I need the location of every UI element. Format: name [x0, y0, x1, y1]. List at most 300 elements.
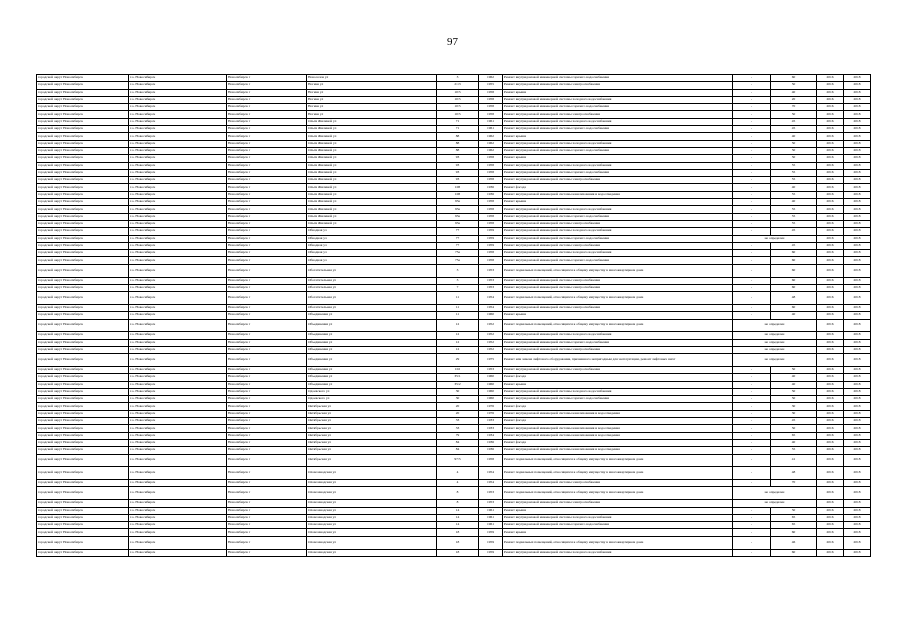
- municipality-cell: городской округ Новосибирск: [37, 228, 129, 235]
- plan-start-cell: 2016: [817, 126, 844, 133]
- house-number-cell: 11: [437, 304, 479, 311]
- plan-end-cell: 2018: [844, 507, 871, 514]
- lifetime-cell: 50: [771, 155, 817, 162]
- locality-cell: Новосибирск г: [227, 206, 307, 213]
- settlement-cell: г.о. Новосибирск: [129, 447, 227, 454]
- settlement-cell: г.о. Новосибирск: [129, 104, 227, 111]
- plan-end-cell: 2018: [844, 410, 871, 417]
- wear-percent-cell: -: [733, 529, 771, 536]
- plan-end-cell: 2018: [844, 332, 871, 339]
- lifetime-cell: 70: [771, 104, 817, 111]
- plan-end-cell: 2018: [844, 500, 871, 507]
- plan-end-cell: 2018: [844, 467, 871, 480]
- table-row: [37, 126, 871, 133]
- table-row: [37, 257, 871, 264]
- street-cell: Обогатительная ул: [307, 284, 437, 291]
- settlement-cell: г.о. Новосибирск: [129, 410, 227, 417]
- lifetime-cell: 55: [771, 213, 817, 220]
- table-row: [37, 284, 871, 291]
- plan-start-cell: 2016: [817, 235, 844, 242]
- table-row: [37, 522, 871, 529]
- year-built-cell: 1958: [479, 155, 503, 162]
- street-cell: Оловозаводская ул: [307, 500, 437, 507]
- locality-cell: Новосибирск г: [227, 418, 307, 425]
- municipality-cell: городской округ Новосибирск: [37, 549, 129, 556]
- lifetime-cell: 60: [771, 529, 817, 536]
- street-cell: Октябрьская ул: [307, 403, 437, 410]
- wear-percent-cell: -: [733, 250, 771, 257]
- plan-end-cell: 2018: [844, 388, 871, 395]
- locality-cell: Новосибирск г: [227, 366, 307, 373]
- wear-percent-cell: -: [733, 304, 771, 311]
- plan-start-cell: 2016: [817, 432, 844, 439]
- locality-cell: Новосибирск г: [227, 388, 307, 395]
- table-row: [37, 312, 871, 319]
- plan-start-cell: 2016: [817, 199, 844, 206]
- street-cell: Объединения ул: [307, 374, 437, 381]
- municipality-cell: городской округ Новосибирск: [37, 235, 129, 242]
- plan-end-cell: 2018: [844, 162, 871, 169]
- street-cell: Обогатительная ул: [307, 304, 437, 311]
- work-type-cell: Ремонт внутридомовой инженерной системы горячего водоснабжения: [503, 104, 733, 111]
- work-type-cell: Ремонт внутридомовой инженерной системы холодного водоснабжения: [503, 250, 733, 257]
- house-number-cell: 93а: [437, 220, 479, 227]
- work-type-cell: Ремонт или замена лифтового оборудования, признанного непригодным для эксплуатации, ремонт лифтовых шахт: [503, 354, 733, 367]
- street-cell: Оловозаводская ул: [307, 467, 437, 480]
- house-number-cell: 12: [437, 319, 479, 332]
- plan-start-cell: 2016: [817, 242, 844, 249]
- lifetime-cell: 55: [771, 177, 817, 184]
- house-number-cell: 75а: [437, 250, 479, 257]
- plan-start-cell: 2016: [817, 184, 844, 191]
- work-type-cell: Ремонт крыши: [503, 199, 733, 206]
- plan-end-cell: 2018: [844, 133, 871, 140]
- municipality-cell: городской округ Новосибирск: [37, 118, 129, 125]
- work-type-cell: Ремонт внутридомовой инженерной системы холодного водоснабжения: [503, 96, 733, 103]
- lifetime-cell: 45: [771, 126, 817, 133]
- table-row: [37, 277, 871, 284]
- municipality-cell: городской округ Новосибирск: [37, 425, 129, 432]
- street-cell: Оловозаводская ул: [307, 549, 437, 556]
- lifetime-cell: 40: [771, 381, 817, 388]
- locality-cell: Новосибирск г: [227, 228, 307, 235]
- year-built-cell: 1936: [479, 191, 503, 198]
- municipality-cell: городской округ Новосибирск: [37, 480, 129, 487]
- year-built-cell: 1958: [479, 199, 503, 206]
- municipality-cell: городской округ Новосибирск: [37, 514, 129, 521]
- house-number-cell: 84: [437, 439, 479, 446]
- plan-start-cell: 2016: [817, 162, 844, 169]
- plan-start-cell: 2016: [817, 480, 844, 487]
- plan-start-cell: 2016: [817, 82, 844, 89]
- plan-end-cell: 2018: [844, 96, 871, 103]
- plan-start-cell: 2016: [817, 418, 844, 425]
- work-type-cell: Ремонт внутридомовой инженерной системы канализования и водоотведения: [503, 410, 733, 417]
- year-built-cell: 1958: [479, 454, 503, 467]
- year-built-cell: 1933: [479, 418, 503, 425]
- locality-cell: Новосибирск г: [227, 354, 307, 367]
- plan-start-cell: 2016: [817, 410, 844, 417]
- plan-start-cell: 2016: [817, 250, 844, 257]
- settlement-cell: г.о. Новосибирск: [129, 480, 227, 487]
- house-number-cell: 33: [437, 418, 479, 425]
- table-row: [37, 319, 871, 332]
- locality-cell: Новосибирск г: [227, 147, 307, 154]
- street-cell: Ольги Жилиной ул: [307, 155, 437, 162]
- year-built-cell: 1952: [479, 332, 503, 339]
- municipality-cell: городской округ Новосибирск: [37, 487, 129, 500]
- settlement-cell: г.о. Новосибирск: [129, 418, 227, 425]
- wear-percent-cell: -: [733, 312, 771, 319]
- settlement-cell: г.о. Новосибирск: [129, 140, 227, 147]
- table-row: [37, 396, 871, 403]
- plan-end-cell: 2018: [844, 536, 871, 549]
- wear-percent-cell: -: [733, 410, 771, 417]
- wear-percent-cell: -: [733, 480, 771, 487]
- locality-cell: Новосибирск г: [227, 487, 307, 500]
- house-number-cell: 11: [437, 292, 479, 305]
- settlement-cell: г.о. Новосибирск: [129, 403, 227, 410]
- municipality-cell: городской округ Новосибирск: [37, 191, 129, 198]
- lifetime-cell: 40: [771, 199, 817, 206]
- plan-start-cell: 2016: [817, 332, 844, 339]
- wear-percent-cell: -: [733, 447, 771, 454]
- plan-start-cell: 2016: [817, 346, 844, 353]
- municipality-cell: городской округ Новосибирск: [37, 304, 129, 311]
- street-cell: Ольги Жилиной ул: [307, 206, 437, 213]
- plan-start-cell: 2016: [817, 177, 844, 184]
- year-built-cell: 1958: [479, 169, 503, 176]
- plan-start-cell: 2016: [817, 487, 844, 500]
- municipality-cell: городской округ Новосибирск: [37, 213, 129, 220]
- settlement-cell: г.о. Новосибирск: [129, 213, 227, 220]
- plan-start-cell: 2016: [817, 257, 844, 264]
- plan-end-cell: 2018: [844, 118, 871, 125]
- work-type-cell: Ремонт внутридомовой инженерной системы электроснабжения: [503, 242, 733, 249]
- settlement-cell: г.о. Новосибирск: [129, 191, 227, 198]
- house-number-cell: 20: [437, 410, 479, 417]
- plan-start-cell: 2016: [817, 118, 844, 125]
- street-cell: Ольги Жилиной ул: [307, 184, 437, 191]
- plan-end-cell: 2018: [844, 220, 871, 227]
- plan-start-cell: 2016: [817, 312, 844, 319]
- lifetime-cell: 46: [771, 536, 817, 549]
- municipality-cell: городской округ Новосибирск: [37, 381, 129, 388]
- year-built-cell: 1953: [479, 366, 503, 373]
- settlement-cell: г.о. Новосибирск: [129, 147, 227, 154]
- settlement-cell: г.о. Новосибирск: [129, 500, 227, 507]
- house-number-cell: 77: [437, 228, 479, 235]
- settlement-cell: г.о. Новосибирск: [129, 454, 227, 467]
- municipality-cell: городской округ Новосибирск: [37, 184, 129, 191]
- plan-start-cell: 2016: [817, 169, 844, 176]
- plan-end-cell: 2018: [844, 140, 871, 147]
- work-type-cell: Ремонт внутридомовой инженерной системы электроснабжения: [503, 304, 733, 311]
- street-cell: Октябрьская ул: [307, 432, 437, 439]
- table-row: [37, 374, 871, 381]
- settlement-cell: г.о. Новосибирск: [129, 162, 227, 169]
- lifetime-cell: 50: [771, 111, 817, 118]
- register-table: [36, 74, 871, 557]
- year-built-cell: 1958: [479, 111, 503, 118]
- table-row: [37, 346, 871, 353]
- municipality-cell: городской округ Новосибирск: [37, 522, 129, 529]
- street-cell: Ногина ул: [307, 104, 437, 111]
- year-built-cell: 1953: [479, 264, 503, 277]
- house-number-cell: 18: [437, 536, 479, 549]
- settlement-cell: г.о. Новосибирск: [129, 467, 227, 480]
- settlement-cell: г.о. Новосибирск: [129, 374, 227, 381]
- settlement-cell: г.о. Новосибирск: [129, 536, 227, 549]
- plan-end-cell: 2018: [844, 89, 871, 96]
- municipality-cell: городской округ Новосибирск: [37, 250, 129, 257]
- table-row: [37, 242, 871, 249]
- work-type-cell: Ремонт внутридомовой инженерной системы электроснабжения: [503, 111, 733, 118]
- wear-percent-cell: -: [733, 242, 771, 249]
- settlement-cell: г.о. Новосибирск: [129, 111, 227, 118]
- street-cell: Обводная ул: [307, 228, 437, 235]
- locality-cell: Новосибирск г: [227, 184, 307, 191]
- plan-end-cell: 2018: [844, 250, 871, 257]
- street-cell: Одоевского ул: [307, 388, 437, 395]
- table-row: [37, 96, 871, 103]
- settlement-cell: г.о. Новосибирск: [129, 304, 227, 311]
- plan-end-cell: 2018: [844, 374, 871, 381]
- year-built-cell: 1954: [479, 480, 503, 487]
- lifetime-cell: 50: [771, 425, 817, 432]
- locality-cell: Новосибирск г: [227, 111, 307, 118]
- municipality-cell: городской округ Новосибирск: [37, 529, 129, 536]
- settlement-cell: г.о. Новосибирск: [129, 155, 227, 162]
- locality-cell: Новосибирск г: [227, 304, 307, 311]
- street-cell: Объединения ул: [307, 332, 437, 339]
- plan-end-cell: 2018: [844, 177, 871, 184]
- plan-end-cell: 2018: [844, 549, 871, 556]
- work-type-cell: Ремонт подвальных помещений, относящихся к общему имуществу в многоквартирном доме: [503, 264, 733, 277]
- plan-end-cell: 2018: [844, 403, 871, 410]
- work-type-cell: Ремонт внутридомовой инженерной системы холодного водоснабжения: [503, 549, 733, 556]
- lifetime-cell: 50: [771, 507, 817, 514]
- street-cell: Октябрьская ул: [307, 425, 437, 432]
- year-built-cell: 1934: [479, 432, 503, 439]
- lifetime-cell: 41: [771, 454, 817, 467]
- table-row: [37, 304, 871, 311]
- plan-start-cell: 2016: [817, 467, 844, 480]
- plan-start-cell: 2016: [817, 388, 844, 395]
- street-cell: Оловозаводская ул: [307, 480, 437, 487]
- settlement-cell: г.о. Новосибирск: [129, 432, 227, 439]
- locality-cell: Новосибирск г: [227, 507, 307, 514]
- year-built-cell: 1975: [479, 354, 503, 367]
- municipality-cell: городской округ Новосибирск: [37, 366, 129, 373]
- settlement-cell: г.о. Новосибирск: [129, 96, 227, 103]
- wear-percent-cell: -: [733, 126, 771, 133]
- work-type-cell: Ремонт подвальных помещений, относящихся к общему имуществу в многоквартирном доме: [503, 467, 733, 480]
- plan-end-cell: 2018: [844, 312, 871, 319]
- house-number-cell: 3: [437, 75, 479, 82]
- plan-end-cell: 2018: [844, 396, 871, 403]
- year-built-cell: 1962: [479, 133, 503, 140]
- house-number-cell: 7: [437, 284, 479, 291]
- table-row: [37, 199, 871, 206]
- plan-start-cell: 2016: [817, 507, 844, 514]
- settlement-cell: г.о. Новосибирск: [129, 75, 227, 82]
- plan-end-cell: 2018: [844, 418, 871, 425]
- wear-percent-cell: -: [733, 425, 771, 432]
- plan-end-cell: 2018: [844, 169, 871, 176]
- locality-cell: Новосибирск г: [227, 277, 307, 284]
- plan-start-cell: 2016: [817, 425, 844, 432]
- municipality-cell: городской округ Новосибирск: [37, 410, 129, 417]
- settlement-cell: г.о. Новосибирск: [129, 177, 227, 184]
- table-row: [37, 162, 871, 169]
- wear-percent-cell: -: [733, 118, 771, 125]
- work-type-cell: Ремонт фасада: [503, 418, 733, 425]
- house-number-cell: 11: [437, 312, 479, 319]
- plan-start-cell: 2016: [817, 396, 844, 403]
- street-cell: Ольги Жилиной ул: [307, 126, 437, 133]
- wear-percent-cell: -: [733, 104, 771, 111]
- plan-end-cell: 2018: [844, 339, 871, 346]
- year-built-cell: 1953: [479, 500, 503, 507]
- locality-cell: Новосибирск г: [227, 396, 307, 403]
- locality-cell: Новосибирск г: [227, 454, 307, 467]
- house-number-cell: 88: [437, 140, 479, 147]
- street-cell: Ногина ул: [307, 96, 437, 103]
- house-number-cell: 29: [437, 354, 479, 367]
- wear-percent-cell: -: [733, 536, 771, 549]
- street-cell: Оловозаводская ул: [307, 522, 437, 529]
- year-built-cell: 1936: [479, 439, 503, 446]
- plan-end-cell: 2018: [844, 425, 871, 432]
- table-row: [37, 354, 871, 367]
- table-row: [37, 111, 871, 118]
- plan-start-cell: 2016: [817, 206, 844, 213]
- table-row: [37, 155, 871, 162]
- table-row: [37, 432, 871, 439]
- plan-start-cell: 2016: [817, 277, 844, 284]
- settlement-cell: г.о. Новосибирск: [129, 235, 227, 242]
- wear-percent-cell: -: [733, 264, 771, 277]
- work-type-cell: Ремонт внутридомовой инженерной системы холодного водоснабжения: [503, 140, 733, 147]
- locality-cell: Новосибирск г: [227, 118, 307, 125]
- street-cell: Обогатительная ул: [307, 277, 437, 284]
- table-row: [37, 381, 871, 388]
- lifetime-cell: 40: [771, 133, 817, 140]
- wear-percent-cell: не определен: [733, 319, 817, 332]
- locality-cell: Новосибирск г: [227, 250, 307, 257]
- work-type-cell: Ремонт крыши: [503, 155, 733, 162]
- municipality-cell: городской округ Новосибирск: [37, 507, 129, 514]
- wear-percent-cell: -: [733, 418, 771, 425]
- work-type-cell: Ремонт крыши: [503, 381, 733, 388]
- table-row: [37, 169, 871, 176]
- table-row: [37, 228, 871, 235]
- lifetime-cell: 45: [771, 418, 817, 425]
- plan-start-cell: 2016: [817, 213, 844, 220]
- year-built-cell: 1936: [479, 447, 503, 454]
- table-row: [37, 388, 871, 395]
- house-number-cell: 12: [437, 339, 479, 346]
- settlement-cell: г.о. Новосибирск: [129, 339, 227, 346]
- street-cell: Ольги Жилиной ул: [307, 147, 437, 154]
- table-row: [37, 177, 871, 184]
- settlement-cell: г.о. Новосибирск: [129, 529, 227, 536]
- house-number-cell: 77: [437, 235, 479, 242]
- wear-percent-cell: -: [733, 403, 771, 410]
- table-row: [37, 235, 871, 242]
- year-built-cell: 1961: [479, 514, 503, 521]
- lifetime-cell: 50: [771, 388, 817, 395]
- municipality-cell: городской округ Новосибирск: [37, 454, 129, 467]
- plan-start-cell: 2016: [817, 439, 844, 446]
- lifetime-cell: 60: [771, 250, 817, 257]
- work-type-cell: Ремонт внутридомовой инженерной системы холодного водоснабжения: [503, 162, 733, 169]
- wear-percent-cell: -: [733, 257, 771, 264]
- municipality-cell: городской округ Новосибирск: [37, 96, 129, 103]
- street-cell: Объединения ул: [307, 346, 437, 353]
- lifetime-cell: 40: [771, 89, 817, 96]
- municipality-cell: городской округ Новосибирск: [37, 133, 129, 140]
- settlement-cell: г.о. Новосибирск: [129, 257, 227, 264]
- street-cell: Объединения ул: [307, 312, 437, 319]
- settlement-cell: г.о. Новосибирск: [129, 82, 227, 89]
- plan-start-cell: 2016: [817, 104, 844, 111]
- street-cell: Ольги Жилиной ул: [307, 177, 437, 184]
- year-built-cell: 1958: [479, 213, 503, 220]
- municipality-cell: городской округ Новосибирск: [37, 169, 129, 176]
- plan-end-cell: 2018: [844, 82, 871, 89]
- locality-cell: Новосибирск г: [227, 346, 307, 353]
- wear-percent-cell: -: [733, 191, 771, 198]
- wear-percent-cell: -: [733, 75, 771, 82]
- settlement-cell: г.о. Новосибирск: [129, 264, 227, 277]
- year-built-cell: 1960: [479, 388, 503, 395]
- lifetime-cell: 60: [771, 264, 817, 277]
- work-type-cell: Ремонт внутридомовой инженерной системы холодного водоснабжения: [503, 118, 733, 125]
- street-cell: Ногина ул: [307, 82, 437, 89]
- locality-cell: Новосибирск г: [227, 480, 307, 487]
- lifetime-cell: 60: [771, 549, 817, 556]
- house-number-cell: 10/5: [437, 96, 479, 103]
- settlement-cell: г.о. Новосибирск: [129, 396, 227, 403]
- municipality-cell: городской округ Новосибирск: [37, 75, 129, 82]
- locality-cell: Новосибирск г: [227, 264, 307, 277]
- year-built-cell: 1952: [479, 339, 503, 346]
- year-built-cell: 1960: [479, 312, 503, 319]
- settlement-cell: г.о. Новосибирск: [129, 549, 227, 556]
- locality-cell: Новосибирск г: [227, 549, 307, 556]
- lifetime-cell: 30: [771, 410, 817, 417]
- table-row: [37, 220, 871, 227]
- plan-start-cell: 2016: [817, 339, 844, 346]
- wear-percent-cell: не определен: [733, 354, 817, 367]
- municipality-cell: городской округ Новосибирск: [37, 104, 129, 111]
- plan-start-cell: 2016: [817, 500, 844, 507]
- plan-end-cell: 2018: [844, 257, 871, 264]
- year-built-cell: 1959: [479, 228, 503, 235]
- street-cell: Оловозаводская ул: [307, 487, 437, 500]
- municipality-cell: городской округ Новосибирск: [37, 292, 129, 305]
- year-built-cell: 1962: [479, 75, 503, 82]
- wear-percent-cell: -: [733, 228, 771, 235]
- plan-end-cell: 2018: [844, 235, 871, 242]
- work-type-cell: Ремонт внутридомовой инженерной системы канализования и водоотведения: [503, 447, 733, 454]
- house-number-cell: 35/1: [437, 374, 479, 381]
- plan-start-cell: 2016: [817, 111, 844, 118]
- work-type-cell: Ремонт внутридомовой инженерной системы канализования и водоотведения: [503, 191, 733, 198]
- wear-percent-cell: -: [733, 522, 771, 529]
